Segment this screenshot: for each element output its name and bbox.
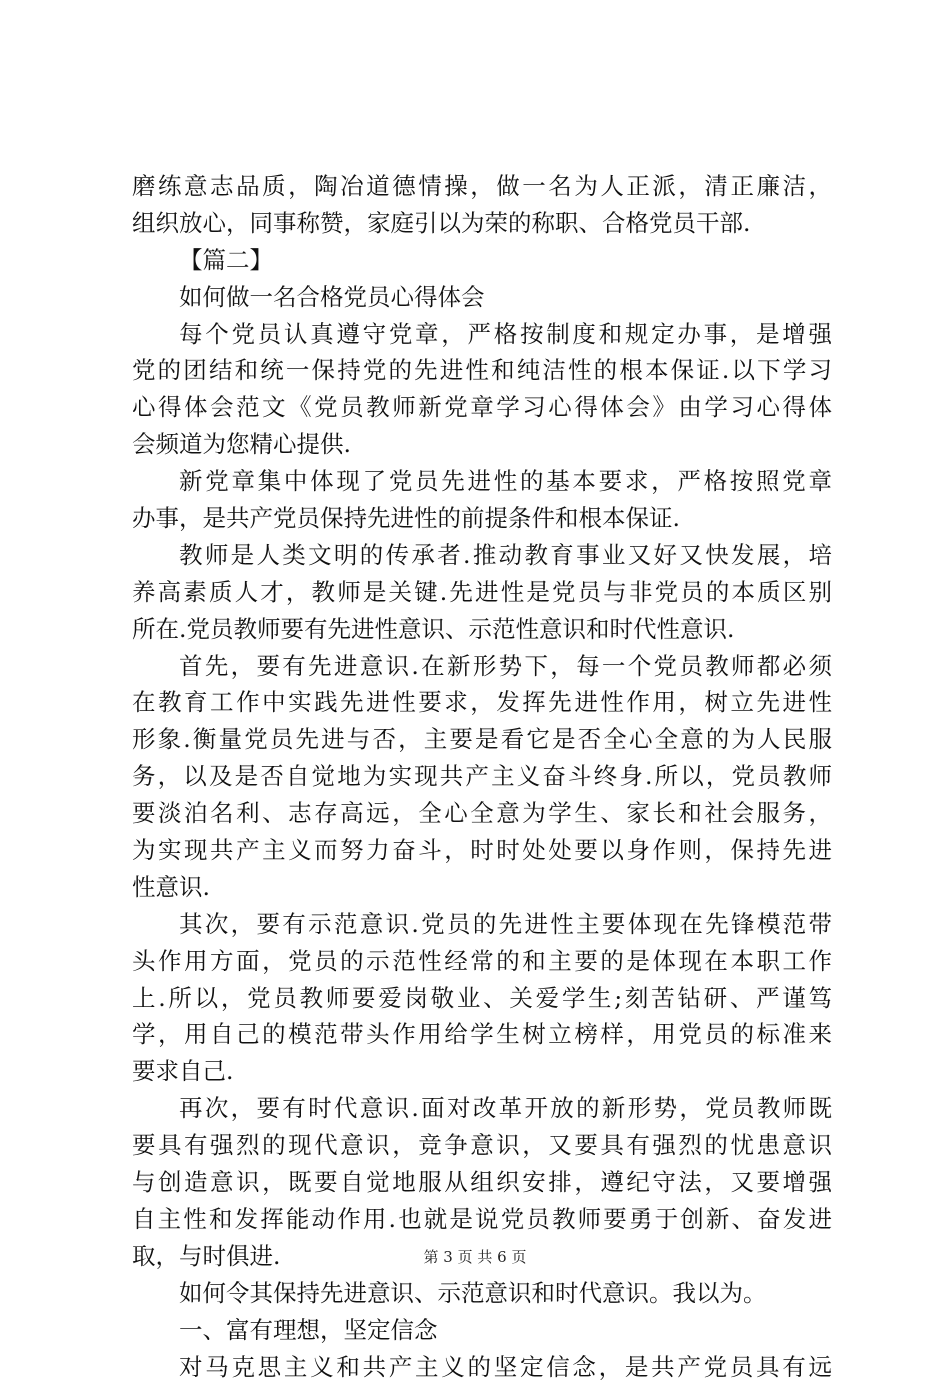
- text-line: 组织放心，同事称赞，家庭引以为荣的称职、合格党员干部.: [132, 205, 832, 242]
- text-line: 自主性和发挥能动作用.也就是说党员教师要勇于创新、奋发进: [132, 1201, 832, 1238]
- text-line: 养高素质人才，教师是关键.先进性是党员与非党员的本质区别: [132, 574, 832, 611]
- text-line: 心得体会范文《党员教师新党章学习心得体会》由学习心得体: [132, 389, 832, 426]
- text-line: 会频道为您精心提供.: [132, 426, 832, 463]
- text-line: 磨练意志品质，陶冶道德情操，做一名为人正派，清正廉洁，: [132, 168, 832, 205]
- text-line: 一、富有理想，坚定信念: [132, 1312, 832, 1349]
- text-line: 要具有强烈的现代意识，竞争意识，又要具有强烈的忧患意识: [132, 1127, 832, 1164]
- text-line: 学，用自己的模范带头作用给学生树立榜样，用党员的标准来: [132, 1016, 832, 1053]
- text-line: 为实现共产主义而努力奋斗，时时处处要以身作则，保持先进: [132, 832, 832, 869]
- text-line: 每个党员认真遵守党章，严格按制度和规定办事，是增强: [132, 316, 832, 353]
- text-line: 首先，要有先进意识.在新形势下，每一个党员教师都必须: [132, 648, 832, 685]
- text-line: 【篇二】: [132, 242, 832, 279]
- text-line: 其次，要有示范意识.党员的先进性主要体现在先锋模范带: [132, 906, 832, 943]
- text-line: 与创造意识，既要自觉地服从组织安排，遵纪守法，又要增强: [132, 1164, 832, 1201]
- text-line: 头作用方面，党员的示范性经常的和主要的是体现在本职工作: [132, 943, 832, 980]
- text-line: 党的团结和统一保持党的先进性和纯洁性的根本保证.以下学习: [132, 352, 832, 389]
- text-line: 如何令其保持先进意识、示范意识和时代意识。我以为。: [132, 1275, 832, 1312]
- page-footer: 第 3 页 共 6 页: [0, 1246, 950, 1267]
- text-line: 对马克思主义和共产主义的坚定信念，是共产党员具有远: [132, 1349, 832, 1385]
- text-line: 要淡泊名利、志存高远，全心全意为学生、家长和社会服务，: [132, 795, 832, 832]
- text-line: 要求自己.: [132, 1053, 832, 1090]
- text-line: 再次，要有时代意识.面对改革开放的新形势，党员教师既: [132, 1090, 832, 1127]
- text-line: 办事，是共产党员保持先进性的前提条件和根本保证.: [132, 500, 832, 537]
- text-line: 新党章集中体现了党员先进性的基本要求，严格按照党章: [132, 463, 832, 500]
- text-line: 上.所以，党员教师要爱岗敬业、关爱学生;刻苦钻研、严谨笃: [132, 980, 832, 1017]
- text-line: 形象.衡量党员先进与否，主要是看它是否全心全意的为人民服: [132, 721, 832, 758]
- text-line: 教师是人类文明的传承者.推动教育事业又好又快发展，培: [132, 537, 832, 574]
- document-body: [132, 168, 832, 1385]
- text-line: 如何做一名合格党员心得体会: [132, 279, 832, 316]
- text-line: 所在.党员教师要有先进性意识、示范性意识和时代性意识.: [132, 611, 832, 648]
- text-line: 取，与时俱进.: [132, 1238, 832, 1275]
- text-line: 性意识.: [132, 869, 832, 906]
- text-line: 务，以及是否自觉地为实现共产主义奋斗终身.所以，党员教师: [132, 758, 832, 795]
- text-line: 在教育工作中实践先进性要求，发挥先进性作用，树立先进性: [132, 684, 832, 721]
